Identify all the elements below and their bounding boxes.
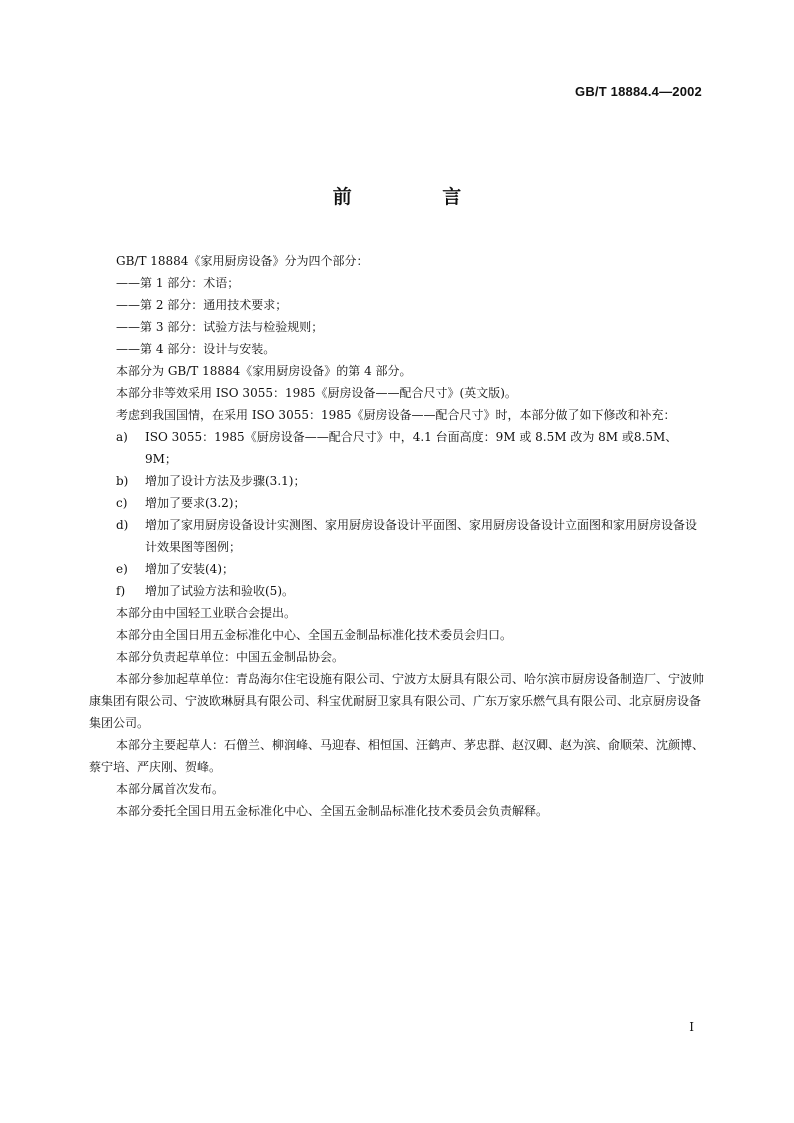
paragraph-this-part: 本部分为 GB/T 18884《家用厨房设备》的第 4 部分。 bbox=[116, 364, 412, 378]
paragraph-drafters: 本部分主要起草人：石僧兰、柳润峰、马迎春、相恒国、汪鹤声、茅忠群、赵汉卿、赵为滨、俞顺荣、沈颜博、蔡宁培、严庆刚、贺峰。 bbox=[89, 738, 705, 774]
paragraph-modifications: 考虑到我国国情，在采用 ISO 3055：1985《厨房设备——配合尺寸》时，本部分做了如下修改和补充： bbox=[116, 408, 676, 422]
list-text: 增加了试验方法和验收(5)。 bbox=[145, 584, 294, 598]
list-item bbox=[89, 558, 705, 580]
standard-code: GB/T 18884.4—2002 bbox=[575, 84, 702, 99]
paragraph-parts-intro: GB/T 18884《家用厨房设备》分为四个部分： bbox=[116, 254, 369, 268]
list-item bbox=[89, 492, 705, 514]
list-marker: d) bbox=[116, 518, 129, 532]
list-marker: a) bbox=[116, 430, 128, 444]
list-text: ISO 3055：1985《厨房设备——配合尺寸》中，4.1 台面高度：9M 或 8.5M 改为 8M 或8.5M、9M； bbox=[145, 430, 678, 466]
paragraph-drafting-unit: 本部分负责起草单位：中国五金制品协会。 bbox=[116, 650, 345, 664]
paragraph-adoption: 本部分非等效采用 ISO 3055：1985《厨房设备——配合尺寸》(英文版)。 bbox=[116, 386, 517, 400]
list-marker: f) bbox=[116, 584, 126, 598]
part-item-1: ——第 1 部分：术语； bbox=[116, 276, 240, 290]
list-item bbox=[89, 470, 705, 492]
paragraph-centralized: 本部分由全国日用五金标准化中心、全国五金制品标准化技术委员会归口。 bbox=[116, 628, 513, 642]
list-text: 增加了设计方法及步骤(3.1)； bbox=[145, 474, 306, 488]
list-item bbox=[89, 580, 705, 602]
list-marker: e) bbox=[116, 562, 128, 576]
foreword-body bbox=[89, 250, 705, 822]
part-item-3: ——第 3 部分：试验方法与检验规则； bbox=[116, 320, 324, 334]
part-item-2: ——第 2 部分：通用技术要求； bbox=[116, 298, 288, 312]
paragraph-proposer: 本部分由中国轻工业联合会提出。 bbox=[116, 606, 297, 620]
list-text: 增加了要求(3.2)； bbox=[145, 496, 246, 510]
list-text: 增加了安装(4)； bbox=[145, 562, 234, 576]
paragraph-first-release: 本部分属首次发布。 bbox=[116, 782, 225, 796]
paragraph-interpretation: 本部分委托全国日用五金标准化中心、全国五金制品标准化技术委员会负责解释。 bbox=[116, 804, 549, 818]
list-marker: b) bbox=[116, 474, 129, 488]
part-item-4: ——第 4 部分：设计与安装。 bbox=[116, 342, 276, 356]
list-text: 增加了家用厨房设备设计实测图、家用厨房设备设计平面图、家用厨房设备设计立面图和家用厨房设备设计效果图等图例； bbox=[145, 518, 698, 554]
list-item bbox=[89, 426, 705, 470]
page-number: I bbox=[689, 1020, 694, 1034]
paragraph-participating-units: 本部分参加起草单位：青岛海尔住宅设施有限公司、宁波方太厨具有限公司、哈尔滨市厨房设备制造厂、宁波帅康集团有限公司、宁波欧琳厨具有限公司、科宝优耐厨卫家具有限公司、广东万家乐燃气具有限公司、北京厨房设备集团公司。 bbox=[89, 672, 705, 730]
page-title: 前 言 bbox=[332, 186, 504, 208]
list-item bbox=[89, 514, 705, 558]
list-marker: c) bbox=[116, 496, 128, 510]
